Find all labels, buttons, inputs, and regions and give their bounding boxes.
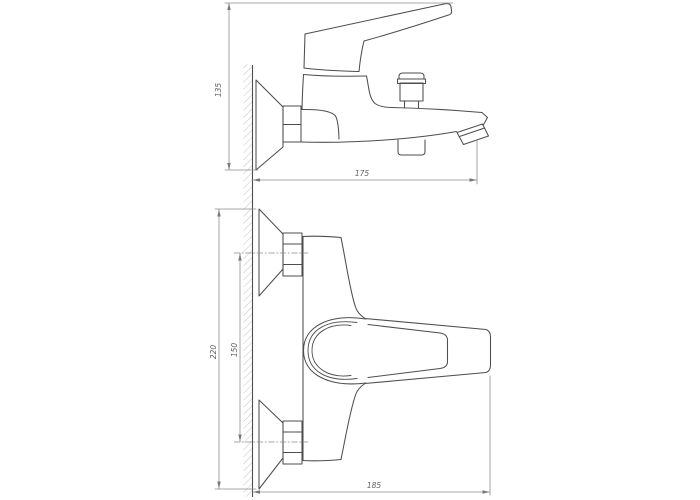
dim-label-overall-height: 135 <box>214 82 223 98</box>
dim-label-mount-centers: 150 <box>230 342 239 358</box>
handle-dome-plan <box>304 318 367 384</box>
handle-dome-inner-arcs <box>308 322 357 380</box>
body-side <box>302 75 391 140</box>
mounting-nut-plan-lower <box>283 421 302 464</box>
dim-label-overall-width: 220 <box>209 344 218 360</box>
dimension-labels <box>209 83 381 490</box>
escutcheon-plan-lower <box>259 400 283 489</box>
dimension-overall-depth <box>253 376 491 495</box>
wall-hatching <box>244 64 253 497</box>
mounting-nut-plan-upper <box>283 233 302 276</box>
handle-lever-side <box>304 4 452 72</box>
diverter-knob <box>398 73 426 108</box>
dimension-lines <box>215 3 490 495</box>
handle-skirt-seam <box>304 68 367 76</box>
escutcheon-side <box>256 80 283 170</box>
body-outline-plan <box>341 238 491 460</box>
shower-outlet <box>398 140 425 155</box>
plan-view <box>259 209 491 489</box>
dimension-overall-height <box>225 3 453 170</box>
dim-label-spout-reach: 175 <box>354 169 370 178</box>
spout-aerator <box>457 124 489 145</box>
handle-lever-plan <box>368 325 448 378</box>
dim-label-overall-depth: 185 <box>366 481 382 490</box>
side-view <box>256 4 489 170</box>
wall <box>244 64 253 497</box>
escutcheon-plan-upper <box>259 209 283 296</box>
mounting-nut-side <box>283 106 301 142</box>
